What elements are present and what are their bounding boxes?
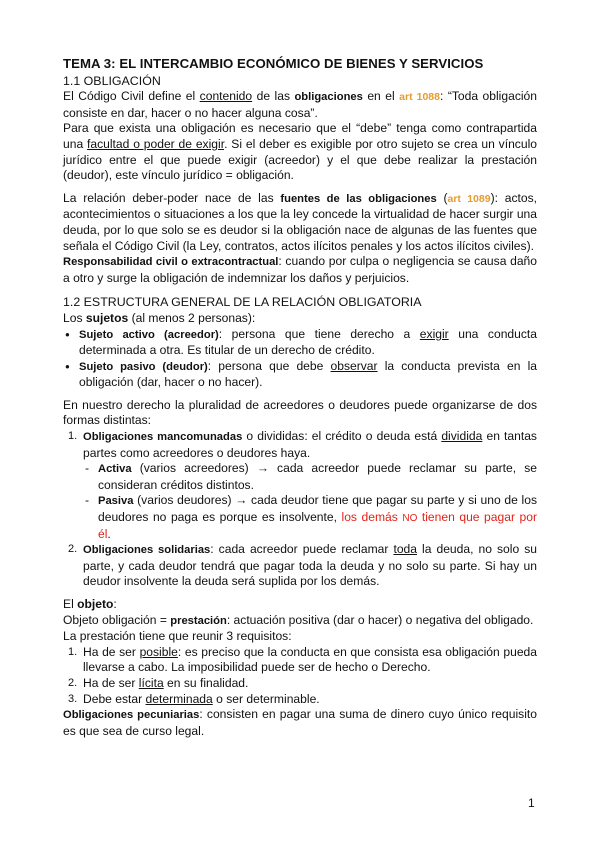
article-reference: art 1089 [447, 192, 491, 205]
bold-term: prestación [170, 614, 227, 627]
paragraph-pluralidad: En nuestro derecho la pluralidad de acreedores o deudores puede organizarse de dos formas distintas: [63, 397, 537, 428]
document-page [63, 56, 537, 739]
mancomunadas-sublist [83, 461, 537, 542]
bold-term: obligaciones [294, 91, 363, 104]
paragraph-objeto: El objeto: [63, 597, 117, 611]
list-item: 2. Ha de ser lícita en su finalidad. [68, 675, 249, 690]
underlined-term: facultad o poder de exigir [87, 136, 225, 151]
bold-term: Obligaciones pecuniarias [63, 709, 200, 722]
paragraph-fuentes: La relación deber-poder nace de las fuentes de las obligaciones (art 1089): actos, acontecimientos o situaciones a los que la ley concede la virtualidad de hacer surgir una deuda, por lo que solo se es deudor si la obligación nace de algunas de las fuentes que señala el Código Civil (la Ley, contratos, actos ilícitos penales y los actos ilícitos civiles). [63, 190, 538, 253]
list-item: ● Sujeto activo (acreedor): persona que tiene derecho a exigir una conducta determinada a otra. Es titular de un derecho de crédito. [63, 327, 537, 359]
paragraph-prestacion: Objeto obligación = prestación: actuación positiva (dar o hacer) o negativa del obligado. [63, 612, 534, 627]
paragraph-requisitos: La prestación tiene que reunir 3 requisitos: [63, 629, 292, 644]
list-item: 1. Ha de ser posible: es preciso que la conducta en que consista esa obligación pueda llevarse a cabo. La imposibilidad puede ser de hecho o Derecho. [68, 644, 538, 675]
requisitos-list [63, 645, 537, 707]
paragraph-facultad: Para que exista una obligación es necesario que el “debe” tenga como contrapartida una facultad o poder de exigir. Si el deber es exigible por otro sujeto se crea un vínculo jurídico entre el que puede exigir (acreedor) y el que debe realizar la prestación (deudor), este vínculo jurídico = obligación. [63, 121, 537, 183]
paragraph-obligacion-definicion: El Código Civil define el contenido de las obligaciones en el art 1088: “Toda obligación consiste en dar, hacer o no hacer alguna cosa”. [63, 89, 538, 120]
paragraph-responsabilidad: Responsabilidad civil o extracontractual: cuando por culpa o negligencia se causa daño a otro y surge la obligación de indemnizar los daños y perjuicios. [63, 254, 537, 285]
list-item: 1. Obligaciones mancomunadas o divididas: el crédito o deuda está dividida en tantas partes como acreedores o deudores haya. - Activa (varios acreedores) → cada acreedor puede reclamar su parte, se consideran créditos distintos. - Pasiva (varios deudores) → cada deudor tiene que pagar su parte y si uno de los deudores no paga es porque es insolvente, los demás NO tienen que pagar por él. [63, 429, 537, 542]
sujetos-list [63, 327, 537, 391]
list-item: 2. Obligaciones solidarias: cada acreedor puede reclamar toda la deuda, no solo su parte, y cada deudor tendrá que pagar toda la deuda y no solo su parte. Si hay un deudor insolvente la deuda será suplida por los demás. [68, 542, 537, 589]
bold-term: Responsabilidad civil o extracontractual [63, 256, 279, 269]
bold-term: sujetos [85, 310, 129, 325]
document-title: TEMA 3: EL INTERCAMBIO ECONÓMICO DE BIENES Y SERVICIOS [63, 56, 484, 71]
underlined-term: contenido [199, 89, 253, 104]
article-reference: art 1088 [399, 91, 440, 104]
list-item: 3. Debe estar determinada o ser determinable. [68, 691, 320, 706]
section-heading-1-2: 1.2 ESTRUCTURA GENERAL DE LA RELACIÓN OBLIGATORIA [63, 295, 422, 310]
page-number: 1 [528, 796, 535, 810]
obligaciones-list [63, 429, 537, 590]
highlighted-red-text: los demás NO tienen que pagar por él [98, 510, 538, 541]
section-heading-1-1: 1.1 OBLIGACIÓN [63, 73, 161, 88]
list-item: - Pasiva (varios deudores) → cada deudor tiene que pagar su parte y si uno de los deudores no paga es porque es insolvente, los demás NO tienen que pagar por él. [83, 493, 537, 542]
bold-term: fuentes de las obligaciones [280, 192, 437, 205]
paragraph-sujetos: Los sujetos (al menos 2 personas): [63, 310, 256, 325]
bold-term: objeto [77, 597, 114, 611]
list-item: ● Sujeto pasivo (deudor): persona que debe observar la conducta prevista en la obligación (dar, hacer o no hacer). [63, 359, 537, 391]
paragraph-pecuniarias: Obligaciones pecuniarias: consisten en pagar una suma de dinero cuyo único requisito es que sea de curso legal. [63, 707, 537, 738]
list-item: - Activa (varios acreedores) → cada acreedor puede reclamar su parte, se consideran créditos distintos. [83, 461, 537, 493]
